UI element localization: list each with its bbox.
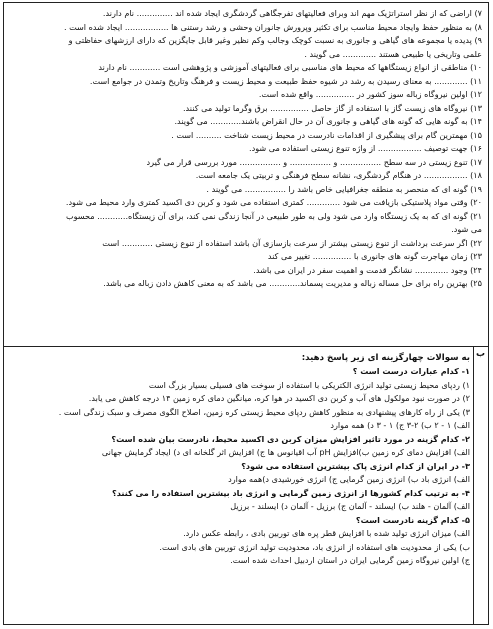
question-line: ۲۵) بهترین راه برای حل مساله زباله و مدیریت پسماند............ می باشد که به معنی کاهش دادن زباله می باشد. (103, 278, 482, 288)
multiple-choice-section (10, 351, 470, 568)
question-line: ۱۶) جهت توصیف ................. از واژه تنوع زیستی استفاده می شود. (249, 143, 482, 153)
question-line: ۷) اراضی که از نظر استراتژیک مهم اند وبرای فعالیتهای تفرجگاهی گردشگری ایجاد شده اند .............. نام دارند. (102, 8, 482, 18)
question-line: ۱۲) اولین نیروگاه زباله سوز کشور در ............... واقع شده است. (258, 89, 482, 99)
question-line: علمی وتاریخی یا طبیعی هستند ............. می گویند . (304, 48, 482, 59)
question-line: ۱۷) تنوع زیستی در سه سطح ................ و ................ و ................ مورد بررسی قرار می گیرد (146, 156, 482, 167)
statement-line: ۳) یکی از راه کارهای پیشنهادی به منظور کاهش ردپای محیط زیستی کره زمین، اصلاح الگوی مصرف و سبک زندگی است . (58, 406, 470, 417)
question-line: ۲۲) اگر سرعت برداشت از تنوع زیستی بیشتر از سرعت بازسازی آن باشد استفاده از تنوع زیستی ............ است (102, 237, 482, 248)
question-line: ۲۰) وقتی مواد پلاستیکی بازیافت می شود ............. کمتری استفاده می شود و کربن دی اکسید کمتری وارد محیط می شود. (65, 197, 482, 207)
exam-sheet (3, 2, 489, 625)
section-letter: ب (475, 349, 485, 359)
question-line: ۱۵) مهمترین گام برای پیشگیری از اقدامات نادرست در محیط زیست شناخت .......... است . (171, 129, 482, 140)
question-stem: ۵- کدام گزینه نادرست است؟ (355, 514, 470, 525)
section-margin (473, 346, 488, 624)
section-divider (4, 346, 488, 347)
question-line: ۱۰) مناطقی از انواع زیستگاهها که محیط های مناسبی برای فعالیتهای آموزشی و پژوهشی است ............ نام دارند (98, 62, 482, 72)
question-stem: ۱- کدام عبارات درست است ؟ (352, 366, 470, 376)
fill-in-blank-section (10, 7, 482, 291)
answer-option: الف) میزان انرژی تولید شده با افزایش قطر پره های توربین بادی ، رابطه عکس دارد. (183, 528, 470, 538)
question-line: ۲۴) وجود ............. نشانگر قدمت و اهمیت سفر در ایران می باشد. (253, 264, 482, 275)
question-line: ۱۸) ................. در هنگام گردشگری، نشانه سطح فرهنگی و تربیتی یک جامعه است. (195, 170, 482, 180)
answer-options: الف) انرژی باد ب) انرژی زمین گرمایی ج) انرژی خورشیدی د)همه موارد (228, 474, 470, 484)
question-line: ۹) پدیده یا مجموعه های گیاهی و جانوری به نسبت کوچک وجالب وکم نظیر وغیر قابل جایگزین که دارای ارزشهای حفاظتی و (68, 35, 482, 45)
question-line: ۱۹) گونه ای که منحصر به منطقه جغرافیایی خاص باشد را ................ می گویند . (206, 183, 482, 194)
question-stem: ۲- کدام گزینه در مورد تاثیر افزایش میزان کربن دی اکسید محیط، نادرست بیان شده است؟ (111, 433, 470, 444)
section-header: به سوالات چهارگزینه ای زیر پاسخ دهید: (301, 353, 470, 363)
question-line: ۱۴) به گونه هایی که گونه های گیاهی و جانوری آن در حال انقراض باشند............ می گویند. (174, 116, 482, 126)
question-stem: ۳- در ایران از کدام انرژی پاک بیشترین استفاده می شود؟ (241, 460, 470, 471)
question-line: ۲۱) گونه ای که به یک زیستگاه وارد می شود ولی به طور طبیعی در آنجا زندگی نمی کند، برای آن زیستگاه............ محسوب (66, 210, 482, 221)
question-stem: ۴- به ترتیب کدام کشورها از انرژی زمین گرمایی و انرژی باد بیشترین استفاده را می کنند؟ (112, 487, 470, 498)
question-line: می شود. (451, 224, 482, 234)
statement-line: ۲) در صورت نبود مولکول های آب و کربن دی اکسید در هوا کره، میانگین دمای کره زمین ۱۴ درجه کاهش می یابد. (88, 393, 470, 403)
question-line: ۲۳) زمان مهاجرت گونه های جانوری با ............... تغییر می کند (267, 251, 482, 261)
answer-option: ب) یکی از محدودیت های استفاده از انرژی باد، محدودیت تولید انرژی توربین های بادی است. (159, 541, 470, 552)
answer-options: الف) افزایش دمای کره زمین ب)افزایش pH آب اقیانوس ها ج) افزایش اثر گلخانه ای د) ایجاد گرمایش جهانی (101, 447, 470, 457)
answer-options: الف) آلمان - هلند ب) ایسلند - آلمان ج) برزیل - آلمان د) ایسلند - برزیل (230, 501, 470, 511)
statement-line: ۱) ردپای محیط زیستی تولید انرژی الکتریکی با استفاده از سوخت های فسیلی بسیار بزرگ است (148, 379, 470, 390)
answer-option: ج) اولین نیروگاه زمین گرمایی ایران در استان اردبیل احداث شده است. (230, 555, 470, 565)
answer-options: الف) ۱ - ۲ ب) ۲-۳ ج) ۱ - ۳ د) همه موارد (330, 420, 470, 430)
question-line: ۱۱) ............. به معنای رسیدن به رشد در شیوه حفظ طبیعت و محیط زیست و فرهنگ وتاریخ وتمدن در جوامع است. (89, 75, 482, 86)
question-line: ۸) به منظور حفظ وایجاد محیط مناسب برای تکثیر وپرورش جانوران وحشی و رشد رستنی ها ................. ایجاد شده است . (63, 21, 482, 32)
question-line: ۱۳) نیروگاه های زیست گاز با استفاده از گاز حاصل ............... برق وگرما تولید می کنند. (182, 102, 482, 113)
